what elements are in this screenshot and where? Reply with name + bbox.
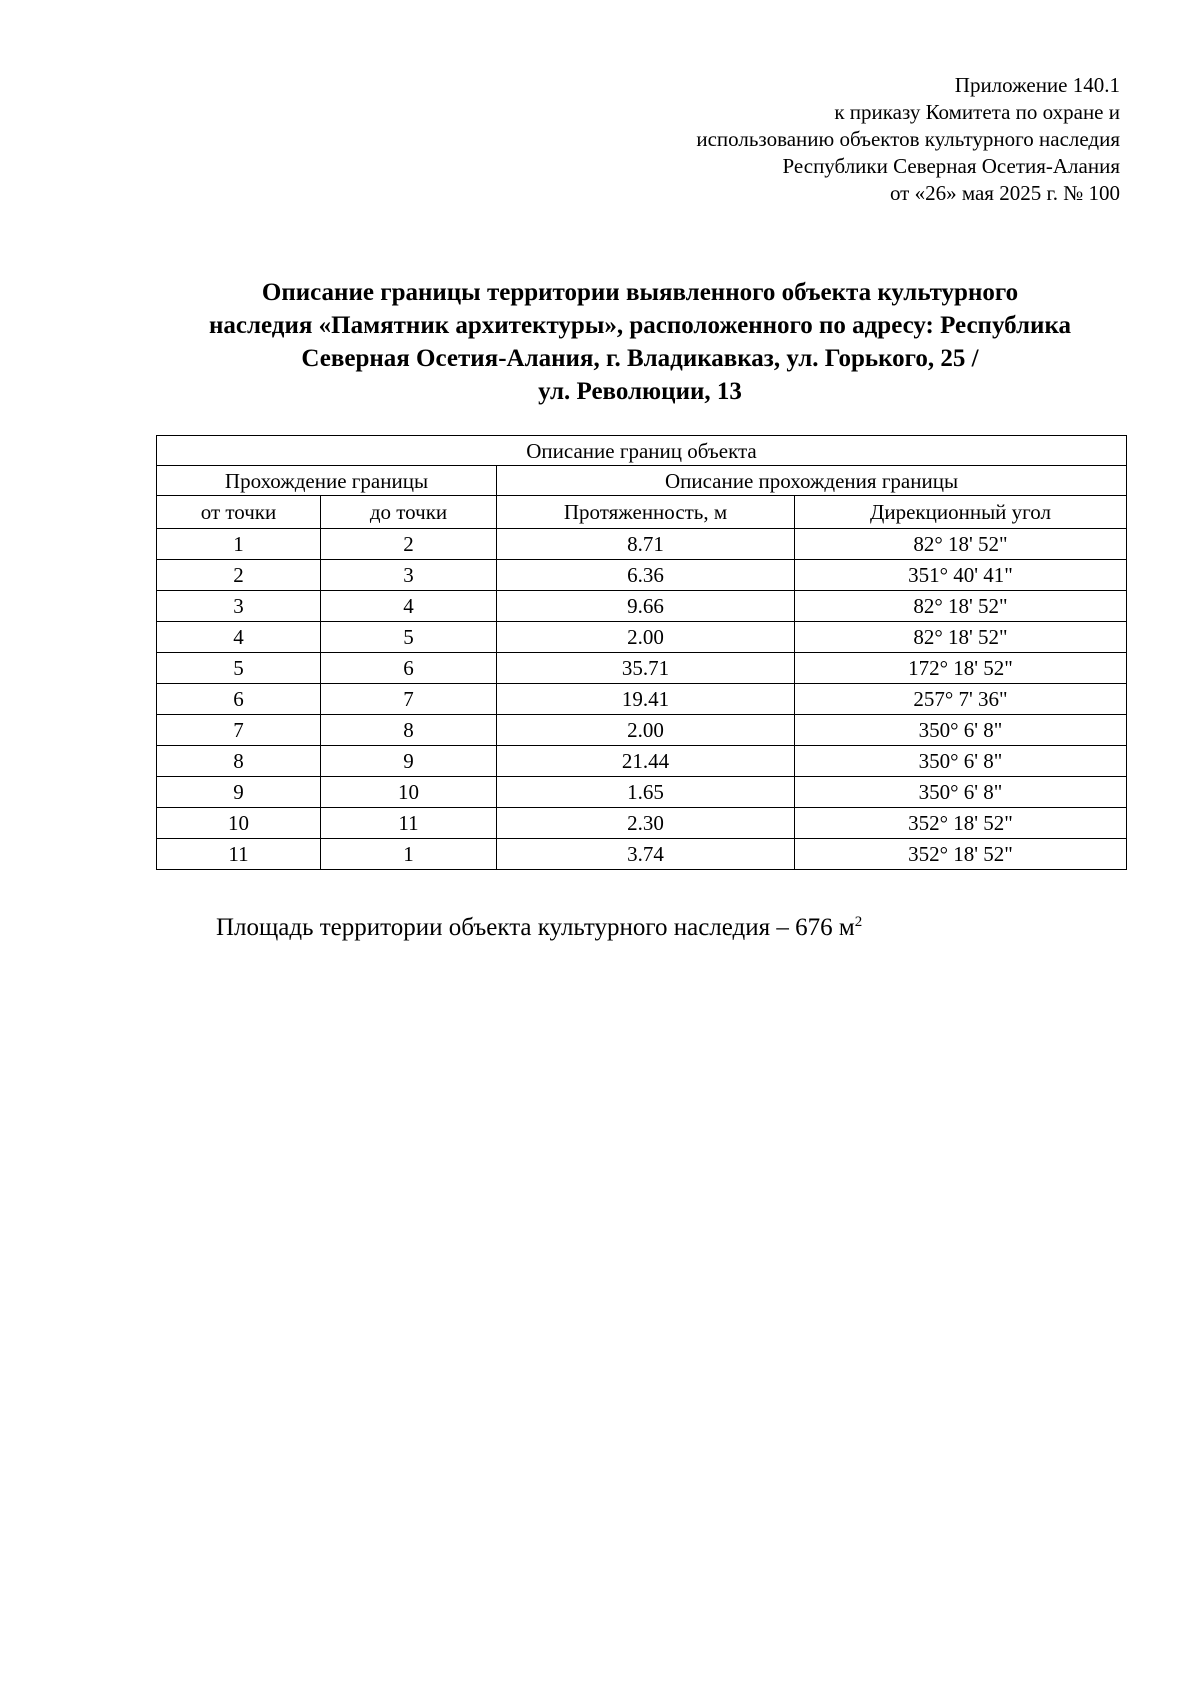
cell-bearing: 257° 7' 36" — [795, 684, 1127, 715]
cell-bearing: 82° 18' 52" — [795, 622, 1127, 653]
annex-line: от «26» мая 2025 г. № 100 — [889, 181, 1120, 205]
cell-length: 21.44 — [497, 746, 795, 777]
cell-length: 8.71 — [497, 529, 795, 560]
table-row — [157, 529, 1127, 560]
area-statement — [216, 912, 862, 944]
cell-from-point: 8 — [157, 746, 321, 777]
cell-to-point: 11 — [321, 808, 497, 839]
table-row — [157, 591, 1127, 622]
cell-from-point: 9 — [157, 777, 321, 808]
cell-length: 2.30 — [497, 808, 795, 839]
cell-length: 1.65 — [497, 777, 795, 808]
cell-bearing: 352° 18' 52" — [795, 808, 1127, 839]
table-row — [157, 622, 1127, 653]
cell-length: 19.41 — [497, 684, 795, 715]
table-row — [157, 560, 1127, 591]
table-row — [157, 715, 1127, 746]
column-header-to-point: до точки — [321, 496, 497, 529]
table-row — [157, 653, 1127, 684]
cell-to-point: 8 — [321, 715, 497, 746]
table-row — [157, 808, 1127, 839]
cell-bearing: 82° 18' 52" — [795, 591, 1127, 622]
table-row — [157, 777, 1127, 808]
area-superscript: 2 — [854, 914, 863, 930]
cell-from-point: 4 — [157, 622, 321, 653]
cell-to-point: 10 — [321, 777, 497, 808]
cell-from-point: 10 — [157, 808, 321, 839]
annex-line: к приказу Комитета по охране и — [834, 100, 1120, 124]
boundary-table — [156, 435, 1127, 870]
annex-line: Приложение 140.1 — [954, 73, 1120, 97]
cell-to-point: 5 — [321, 622, 497, 653]
cell-bearing: 172° 18' 52" — [795, 653, 1127, 684]
table-row — [157, 684, 1127, 715]
group-header-description: Описание прохождения границы — [497, 466, 1127, 496]
cell-from-point: 7 — [157, 715, 321, 746]
table-column-header-row — [157, 496, 1127, 529]
cell-from-point: 6 — [157, 684, 321, 715]
column-header-bearing: Дирекционный угол — [795, 496, 1127, 529]
cell-bearing: 350° 6' 8" — [795, 746, 1127, 777]
cell-to-point: 7 — [321, 684, 497, 715]
table-group-header-row — [157, 466, 1127, 496]
cell-to-point: 6 — [321, 653, 497, 684]
annex-line: использованию объектов культурного наследия — [696, 127, 1120, 151]
cell-length: 35.71 — [497, 653, 795, 684]
table-caption-row — [157, 436, 1127, 466]
cell-length: 9.66 — [497, 591, 795, 622]
title-line: Описание границы территории выявленного объекта культурного — [261, 279, 1019, 306]
cell-to-point: 4 — [321, 591, 497, 622]
table-row — [157, 839, 1127, 870]
cell-length: 2.00 — [497, 622, 795, 653]
cell-to-point: 1 — [321, 839, 497, 870]
title-line: Северная Осетия-Алания, г. Владикавказ, ул. Горького, 25 / — [301, 345, 979, 372]
cell-from-point: 5 — [157, 653, 321, 684]
cell-length: 3.74 — [497, 839, 795, 870]
cell-length: 2.00 — [497, 715, 795, 746]
column-header-length: Протяженность, м — [497, 496, 795, 529]
column-header-from-point: от точки — [157, 496, 321, 529]
annex-line: Республики Северная Осетия-Алания — [782, 154, 1120, 178]
annex-header — [420, 72, 1120, 207]
cell-from-point: 3 — [157, 591, 321, 622]
document-title — [140, 276, 1140, 408]
cell-bearing: 82° 18' 52" — [795, 529, 1127, 560]
title-line: ул. Революции, 13 — [538, 378, 742, 405]
group-header-passage: Прохождение границы — [157, 466, 497, 496]
table-caption: Описание границ объекта — [157, 436, 1127, 466]
cell-to-point: 2 — [321, 529, 497, 560]
cell-bearing: 351° 40' 41" — [795, 560, 1127, 591]
cell-from-point: 2 — [157, 560, 321, 591]
cell-bearing: 350° 6' 8" — [795, 777, 1127, 808]
cell-to-point: 9 — [321, 746, 497, 777]
cell-from-point: 11 — [157, 839, 321, 870]
title-line: наследия «Памятник архитектуры», расположенного по адресу: Республика — [209, 312, 1071, 339]
area-text: Площадь территории объекта культурного наследия – 676 м — [216, 914, 855, 941]
table-row — [157, 746, 1127, 777]
cell-from-point: 1 — [157, 529, 321, 560]
cell-to-point: 3 — [321, 560, 497, 591]
cell-length: 6.36 — [497, 560, 795, 591]
cell-bearing: 352° 18' 52" — [795, 839, 1127, 870]
cell-bearing: 350° 6' 8" — [795, 715, 1127, 746]
